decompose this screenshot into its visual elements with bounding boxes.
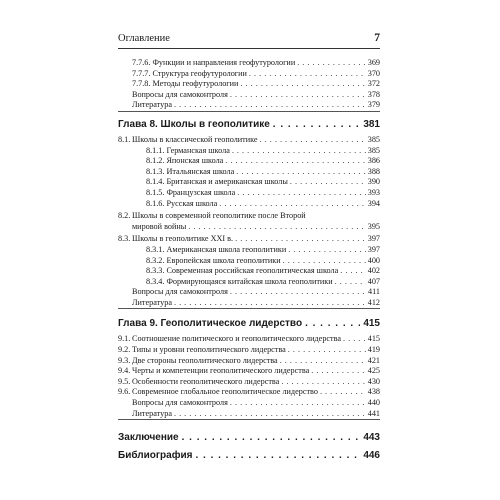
- entry-title: 8.3.4. Формирующаяся китайская школа геополитики: [146, 276, 333, 286]
- entry-page: 378: [367, 89, 380, 99]
- conclusion-title: Заключение: [118, 432, 179, 444]
- leader-dots: [236, 167, 365, 178]
- chapter-title: Глава 8. Школы в геополитике: [118, 118, 270, 130]
- entry-title: Особенности геополитического лидерства: [132, 376, 280, 386]
- leader-dots: [311, 366, 365, 377]
- entry-page: 407: [367, 276, 380, 286]
- entry-title-line1: Школы в современной геополитике после Второй: [132, 211, 306, 221]
- leader-dots: [280, 356, 366, 367]
- leader-dots: [232, 146, 366, 157]
- toc-entry[interactable]: [118, 156, 380, 167]
- entry-page: 438: [367, 387, 380, 397]
- entry-title: 8.1.2. Японская школа: [146, 156, 224, 166]
- entry-number: 9.4.: [118, 366, 131, 376]
- entry-page: 440: [367, 398, 380, 408]
- entry-page: 372: [367, 79, 380, 89]
- toc-block-9: [118, 334, 380, 419]
- leader-dots: [281, 377, 365, 388]
- leader-dots: [249, 69, 366, 80]
- leader-dots: [225, 156, 365, 167]
- entry-title: Вопросы для самоконтроля: [132, 287, 228, 297]
- entry-title: Школы в классической геополитике: [132, 134, 258, 144]
- toc-entry[interactable]: [118, 409, 380, 420]
- toc-conclusion[interactable]: [118, 431, 380, 445]
- entry-page: 393: [367, 187, 380, 197]
- toc-entry[interactable]: [118, 188, 380, 199]
- entry-title: Школы в геополитике XXI в.: [132, 234, 234, 244]
- entry-page: 430: [367, 376, 380, 386]
- entry-title: Вопросы для самоконтроля: [132, 89, 228, 99]
- entry-page: 390: [367, 177, 380, 187]
- entry-page: 400: [367, 255, 380, 265]
- toc-entry[interactable]: [118, 199, 380, 210]
- toc-entry[interactable]: [118, 377, 380, 388]
- toc-entry[interactable]: [118, 100, 380, 111]
- entry-title: 7.7.6. Функции и направления геофутурологии: [132, 58, 296, 67]
- toc-chapter-8[interactable]: [118, 118, 380, 132]
- conclusion-page: 443: [363, 432, 380, 444]
- entry-number: 9.5.: [118, 376, 131, 386]
- divider: [118, 111, 380, 118]
- toc-entry[interactable]: [118, 146, 380, 157]
- entry-page: 385: [367, 134, 380, 144]
- toc-entry[interactable]: [118, 79, 380, 90]
- entry-page: 386: [367, 156, 380, 166]
- entry-title: 8.1.6. Русская школа: [146, 198, 218, 208]
- entry-title: Черты и компетенции геополитического лидерства: [132, 366, 310, 376]
- toc-entry[interactable]: [118, 167, 380, 178]
- leader-dots: [230, 398, 366, 409]
- entry-page: 425: [367, 366, 380, 376]
- toc-entry[interactable]: [118, 298, 380, 309]
- leader-dots: [273, 118, 361, 132]
- entry-title: Литература: [132, 100, 172, 110]
- chapter-page: 415: [363, 318, 380, 330]
- entry-title-line2: мировой войны: [132, 221, 187, 231]
- running-header: [118, 33, 380, 49]
- toc-entry[interactable]: [118, 277, 380, 288]
- entry-page: 394: [367, 198, 380, 208]
- toc-entry-8-2[interactable]: [118, 211, 380, 232]
- toc-entry[interactable]: [118, 90, 380, 101]
- toc-entry[interactable]: [118, 345, 380, 356]
- entry-number: 9.3.: [118, 355, 131, 365]
- leader-dots: [230, 90, 366, 101]
- entry-title: Вопросы для самоконтроля: [132, 398, 228, 408]
- leader-dots: [297, 58, 366, 69]
- entry-page: 441: [367, 408, 380, 418]
- leader-dots: [320, 387, 366, 398]
- toc-entry[interactable]: [118, 356, 380, 367]
- toc-entry[interactable]: [118, 387, 380, 398]
- toc-entry[interactable]: [118, 245, 380, 256]
- entry-number: 8.1.: [118, 134, 131, 144]
- entry-number: 9.6.: [118, 387, 131, 397]
- entry-title: Литература: [132, 408, 172, 418]
- entry-title: Типы и уровни геополитического лидерства: [132, 345, 286, 355]
- leader-dots: [240, 79, 365, 90]
- bibliography-page: 446: [363, 450, 380, 462]
- entry-page: 370: [367, 68, 380, 78]
- entry-page: 415: [367, 334, 380, 344]
- leader-dots: [230, 287, 366, 298]
- toc-entry[interactable]: [118, 69, 380, 80]
- toc-entry[interactable]: [118, 366, 380, 377]
- entry-title: 8.3.3. Современная российская геополитическая школа: [146, 266, 339, 276]
- table-of-contents: [118, 58, 380, 463]
- entry-page: 379: [367, 100, 380, 110]
- leader-dots: [188, 222, 365, 233]
- toc-entry[interactable]: [118, 266, 380, 277]
- entry-title: 8.1.4. Британская и американская школы: [146, 177, 288, 187]
- toc-entry[interactable]: [118, 58, 380, 69]
- entry-title: 8.3.1. Американская школа геополитики: [146, 244, 287, 254]
- leader-dots: [283, 256, 366, 267]
- entry-title: Современное глобальное геополитическое лидерство: [132, 387, 318, 397]
- leader-dots: [288, 245, 365, 256]
- entry-page: 397: [367, 244, 380, 254]
- entry-title: Литература: [132, 297, 172, 307]
- entry-page: 385: [367, 145, 380, 155]
- entry-number: 8.3.: [118, 234, 131, 244]
- toc-entry[interactable]: [118, 334, 380, 345]
- entry-page: 369: [367, 58, 380, 67]
- divider: [118, 308, 380, 317]
- page-number: 7: [374, 32, 380, 44]
- entry-page: 388: [367, 166, 380, 176]
- header-title: Оглавление: [118, 33, 170, 44]
- leader-dots: [174, 100, 366, 111]
- entry-page: 402: [367, 266, 380, 276]
- entry-page: 397: [367, 234, 380, 244]
- leader-dots: [235, 234, 366, 245]
- chapter-page: 381: [363, 118, 380, 130]
- toc-block-8-3: [118, 234, 380, 308]
- toc-entry[interactable]: [118, 398, 380, 409]
- divider: [118, 419, 380, 429]
- entry-page: 421: [367, 355, 380, 365]
- bibliography-title: Библиография: [118, 450, 193, 462]
- leader-dots: [219, 199, 365, 210]
- entry-title: Соотношение политического и геополитического лидерства: [132, 334, 342, 344]
- leader-dots: [174, 409, 366, 420]
- leader-dots: [343, 334, 366, 345]
- leader-dots: [174, 298, 366, 309]
- header-rule: [118, 48, 380, 49]
- toc-bibliography[interactable]: [118, 449, 380, 463]
- entry-page: 395: [367, 221, 380, 231]
- entry-title: 7.7.7. Структура геофутурологии: [132, 68, 247, 78]
- leader-dots: [340, 266, 365, 277]
- leader-dots: [182, 431, 361, 445]
- entry-title: Две стороны геополитического лидерства: [132, 355, 278, 365]
- entry-title: 8.1.5. Французская школа: [146, 187, 236, 197]
- entry-title: 7.7.8. Методы геофутурологии: [132, 79, 239, 89]
- leader-dots: [305, 317, 360, 331]
- entry-title: 8.1.1. Германская школа: [146, 145, 230, 155]
- entry-number: 8.2.: [118, 211, 131, 221]
- toc-entry[interactable]: [118, 256, 380, 267]
- toc-entry[interactable]: [118, 287, 380, 298]
- leader-dots: [290, 177, 366, 188]
- leader-dots: [335, 277, 366, 288]
- entry-number: 9.1.: [118, 334, 131, 344]
- chapter-title: Глава 9. Геополитическое лидерство: [118, 318, 303, 330]
- leader-dots: [237, 188, 365, 199]
- entry-number: 9.2.: [118, 345, 131, 355]
- entry-page: 419: [367, 345, 380, 355]
- leader-dots: [195, 449, 360, 463]
- entry-title: 8.3.2. Европейская школа геополитики: [146, 255, 281, 265]
- toc-entry[interactable]: [118, 177, 380, 188]
- leader-dots: [288, 345, 366, 356]
- entry-title: 8.1.3. Итальянская школа: [146, 166, 235, 176]
- leader-dots: [260, 135, 366, 146]
- entry-page: 411: [368, 287, 380, 297]
- toc-entry[interactable]: [118, 234, 380, 245]
- toc-entry[interactable]: [118, 135, 380, 146]
- toc-block-7-7: [118, 58, 380, 111]
- toc-block-8-1: [118, 135, 380, 209]
- toc-chapter-9[interactable]: [118, 317, 380, 331]
- entry-page: 412: [367, 297, 380, 307]
